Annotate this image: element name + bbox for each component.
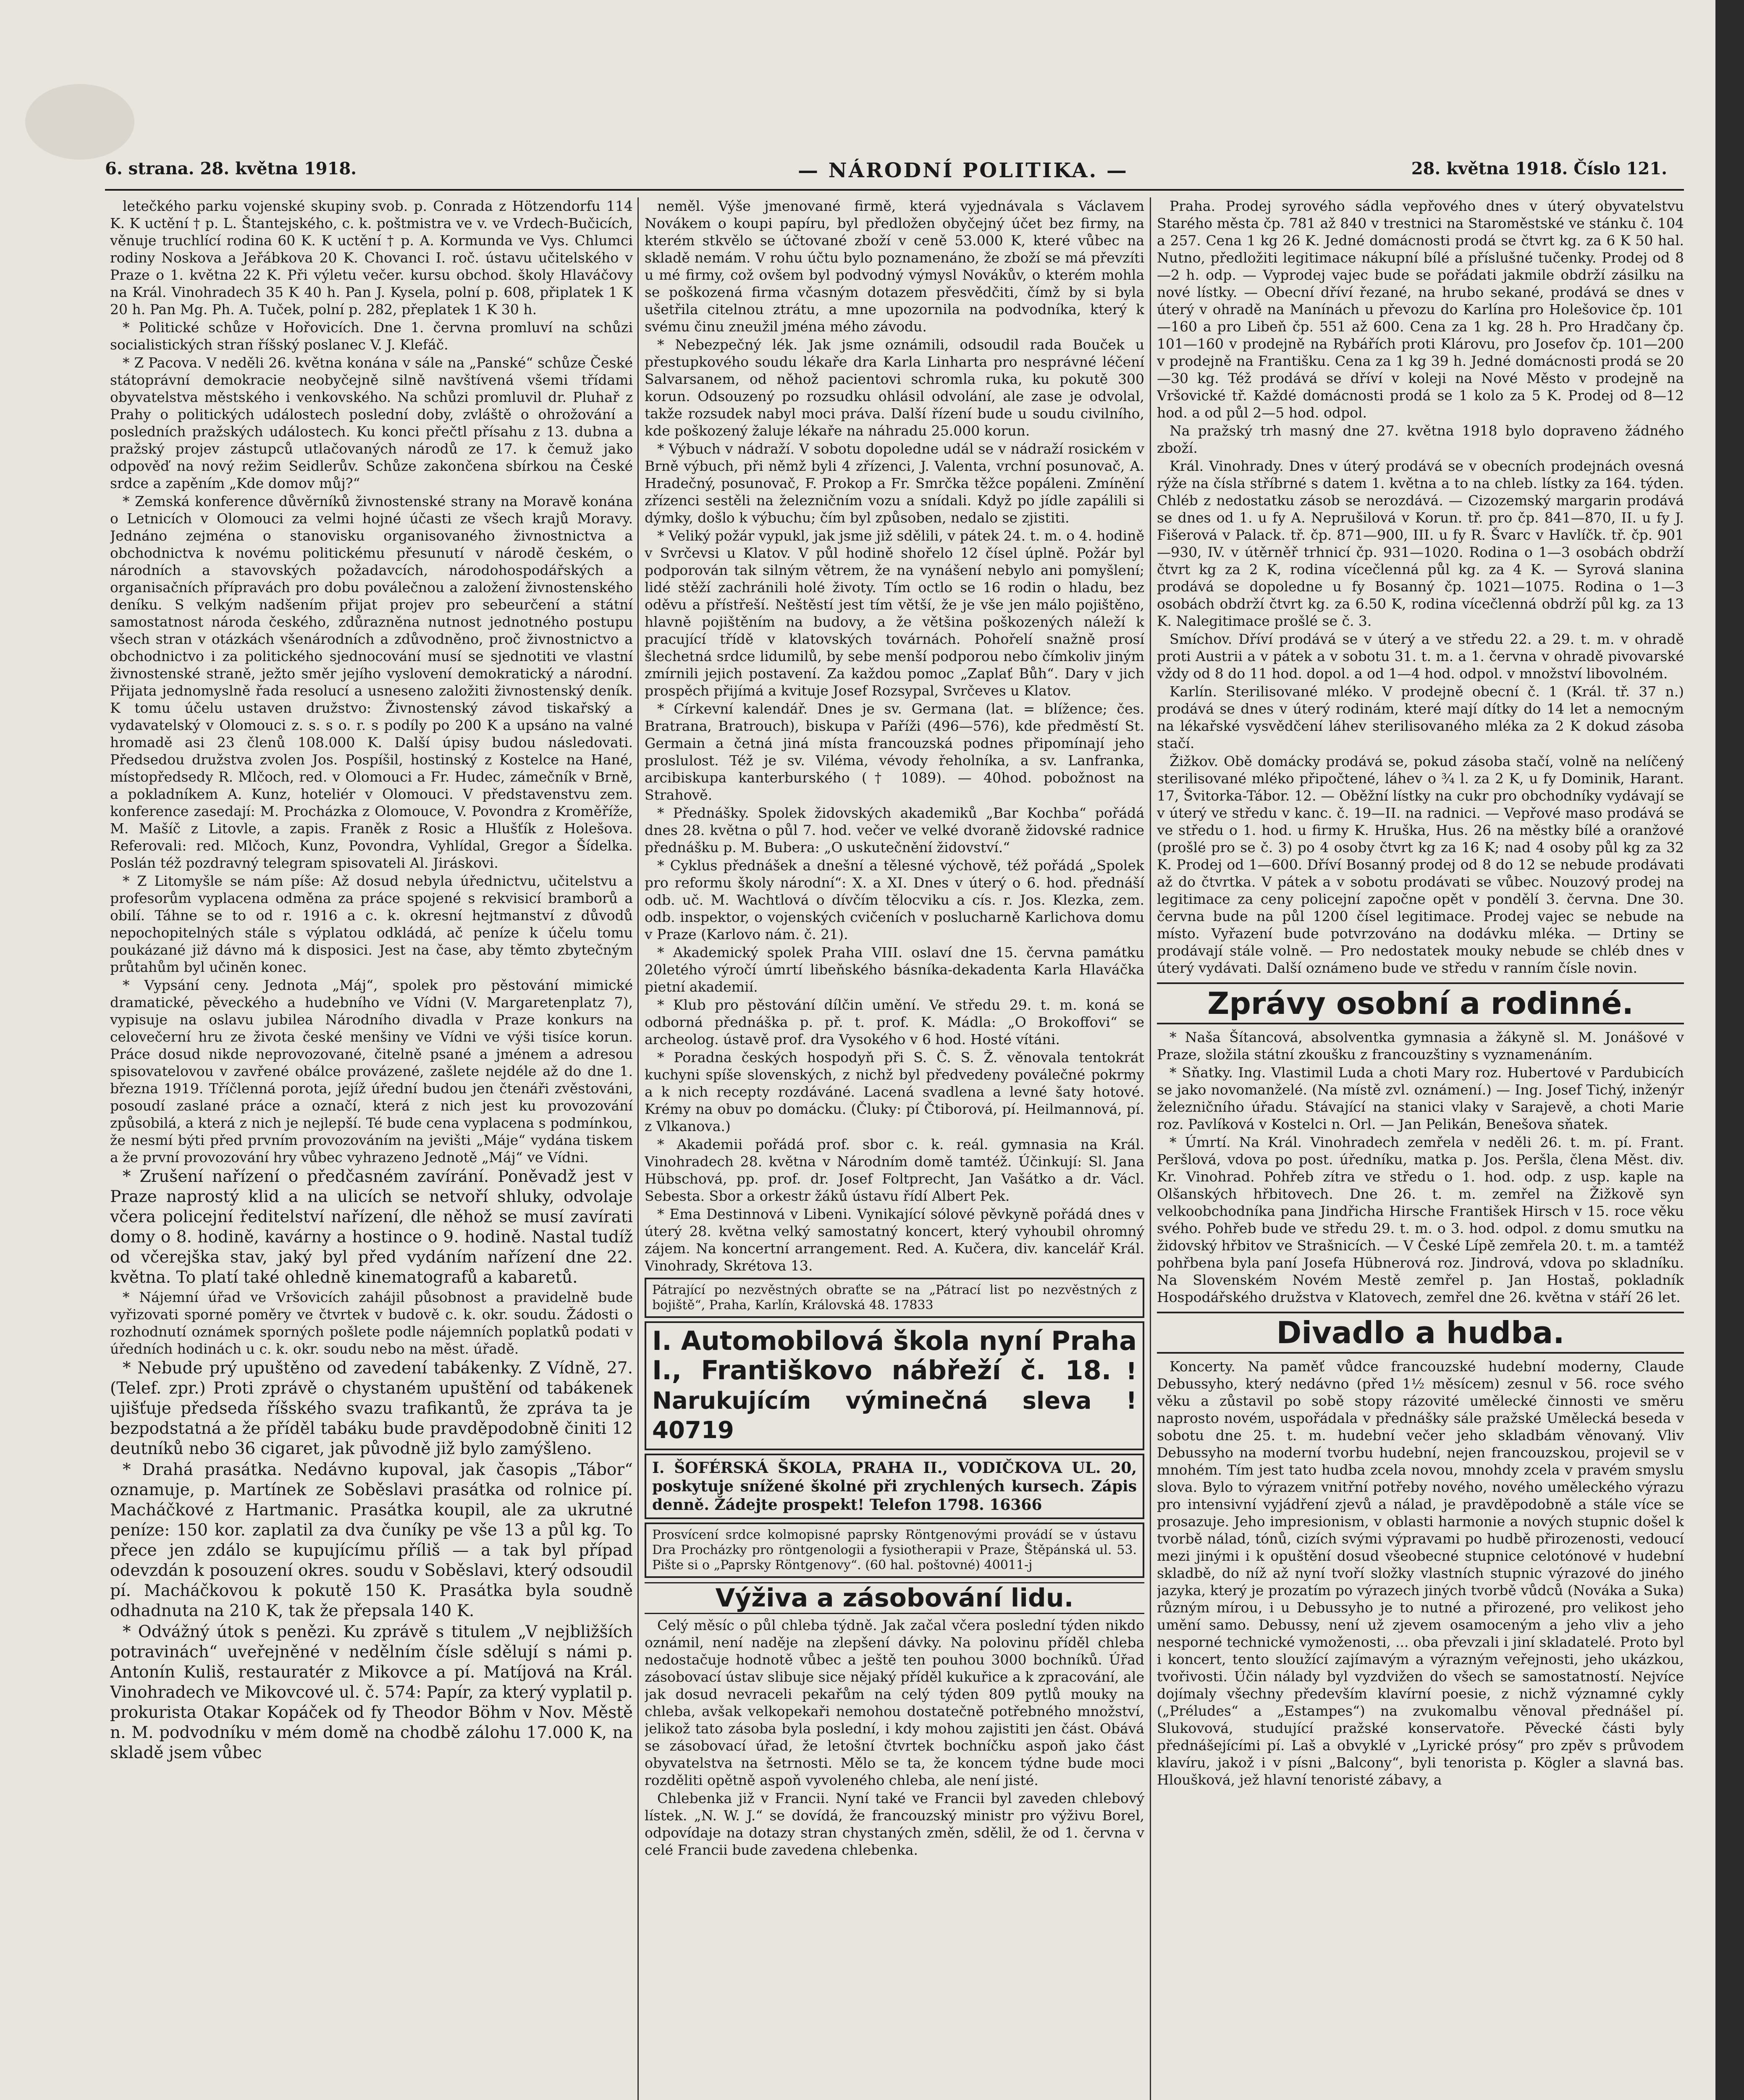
section-heading: Divadlo a hudba. <box>1157 1312 1684 1354</box>
article-paragraph: neměl. Výše jmenované firmě, která vyjednávala s Václavem Novákem o koupi papíru, byl předložen obyčejný účet bez firmy, na kterém stkvělo se účtované zboží v ceně 53.000 K, které vůbec na skladě nemám. V rohu účtu bylo poznamenáno, že zboží se má převzíti u mé firmy, což ovšem byl podvodný výmysl Novákův, o kterém mohla se poškozená firma včasným dotazem přesvědčiti, čímž by si byla ušetřila citelnou ztrátu, a mne upozornila na podvodníka, který k svému činu zneužil jména mého závodu. <box>645 198 1144 335</box>
classified-ad <box>645 1278 1144 1318</box>
ad-title: ! Narukujícím výminečná sleva ! 40719 <box>652 1358 1137 1444</box>
article-paragraph: * Odvážný útok s penězi. Ku zprávě s titulem „V nejbližších potravinách“ uveřejněné v nedělním čísle sdělují s námi p. Antonín Kuliš, restauratér z Mikovce a pí. Matíjová na Král. Vinohradech ve Mikovcové ul. č. 574: Papír, za který vyplatil p. prokurista Otakar Kopáček od fy Theodor Böhm v Nov. Městě n. M. podvodníku v mém domě na chodbě zálohu 17.000 K, na skladě jsem vůbec <box>110 1622 633 1762</box>
article-paragraph: * Z Litomyšle se nám píše: Až dosud nebyla úřednictvu, učitelstvu a profesorům vyplacena odměna za práce spojené s rekvisicí bramborů a obilí. Táhne se to od r. 1916 a c. k. okresní hejtmanství z důvodů nepochopitelných stále s výplatou odkládá, ač peníze k účelu tomu poukázané již dávno má k disposici. Jest na čase, aby těmto zbytečným průtahům byl učiněn konec. <box>110 873 633 975</box>
article-paragraph: Na pražský trh masný dne 27. května 1918 bylo dopraveno žádného zboží. <box>1157 423 1684 456</box>
article-paragraph: Praha. Prodej syrového sádla vepřového dnes v úterý obyvatelstvu Starého města čp. 781 až 840 v trestnici na Staroměstské ve stánku č. 104 a 257. Cena 1 kg 26 K. Jedné domácnosti prodá se čtvrt kg. za 6 K 50 hal. Nutno, předložiti legitimace nákupní bílé a příslušné tučenky. Prodej od 8—2 h. odp. — Vyprodej vajec bude se pořádati jakmile obdrží zásilku na nové lístky. — Obecní dříví řezané, na hrubo sekané, prodává se dnes v úterý v ohradě na Manínách u převozu do Karlína pro Holešovice čp. 101—160 a pro Libeň čp. 551 až 600. Cena za 1 kg. 28 h. Pro Hradčany čp. 101—160 v prodejně na Rybářích proti Klárovu, pro Josefov čp. 101—200 v prodejně na Františku. Cena za 1 kg 39 h. Jedné domácnosti prodá se 20—30 kg. Též prodává se dříví v koleji na Nové Město v prodejně na Vršovické tř. Každé domácnosti prodá se 1 kolo za 5 K. Prodej od 8—12 hod. a od půl 2—5 hod. odpol. <box>1157 198 1684 421</box>
article-paragraph: * Výbuch v nádraží. V sobotu dopoledne udál se v nádraží rosickém v Brně výbuch, při němž byli 4 zřízenci, J. Valenta, vrchní posunovač, A. Hradečný, posunovač, F. Prokop a Fr. Smrčka těžce popáleni. Zmínění zřízenci sestěli na železničním vozu a snídali. Když po jídle zapálili si dýmky, došlo k výbuchu; čím byl způsoben, nedalo se zjistiti. <box>645 441 1144 526</box>
article-paragraph: * Z Pacova. V neděli 26. května konána v sále na „Panské“ schůze České státoprávní demokracie neobyčejně silně navštívená všemi třídami obyvatelstva městského i venkovského. Na schůzi promluvil dr. Pluhař z Prahy o politických událostech poslední doby, zvláště o ohrožování a posledních pražských událostech. Ku konci přečtl přísahu z 13. dubna a pražský projev zástupců utlačovaných národů ze 17. k čemuž jako odpověď na nový režim Seidlerův. Schůze zakončena sbírkou na České srdce a zapěním „Kde domov můj?“ <box>110 354 633 491</box>
column-divider <box>637 197 639 2100</box>
article-paragraph: Karlín. Sterilisované mléko. V prodejně obecní č. 1 (Král. tř. 37 n.) prodává se dnes v úterý rodinám, které mají dítky do 14 let a nemocným na lékařské vysvědčení láhev sterilisovaného mléka za 2 K dokud zásoba stačí. <box>1157 683 1684 751</box>
page-header <box>105 159 1667 184</box>
article-paragraph: Smíchov. Dříví prodává se v úterý a ve středu 22. a 29. t. m. v ohradě proti Austrii a v pátek a v sobotu 31. t. m. a 1. června v ohradě pivovarské vždy od 8 do 11 hod. dopol. a od 1—4 hod. odpol. v množství libovolném. <box>1157 631 1684 682</box>
article-paragraph: letečkého parku vojenské skupiny svob. p. Conrada z Hötzendorfu 114 K. K uctění † p. L. Štantejského, c. k. poštmistra ve v. ve Vrdech-Bučicích, věnuje truchlící rodina 60 K. K uctění † p. A. Kormunda ve Vys. Chlumci rodiny Noskova a Jeřábkova 20 K. Chovanci I. roč. ústavu učitelského v Praze o 1. května 22 K. Při výletu večer. kursu obchod. školy Hlaváčovy na Král. Vinohradech 35 K 40 h. Pan J. Kysela, polní p. 608, připlatek 1 K 20 h. Pan Mg. Ph. A. Tuček, polní p. 282, přeplatek 1 K 30 h. <box>110 198 633 318</box>
header-issue-number: 28. května 1918. Číslo 121. <box>1411 159 1667 178</box>
article-paragraph: * Drahá prasátka. Nedávno kupoval, jak časopis „Tábor“ oznamuje, p. Martínek ze Soběslavi prasátka od rolnice pí. Macháčkové z Hartmanic. Prasátka koupil, ale za ukrutné peníze: 150 kor. zaplatil za dva čuníky pe vše 13 a půl kg. To přece jen zdálo se kupujícímu příliš — a tak byl případ odevzdán k posouzení okres. soudu v Soběslavi, který odsoudil pí. Macháčkovou k pokutě 150 K. Prasátka byla soudně odhadnuta na 210 K, tak že přepsala 140 K. <box>110 1460 633 1620</box>
header-date-page: 6. strana. 28. května 1918. <box>105 159 357 178</box>
article-paragraph: Celý měsíc o půl chleba týdně. Jak začal včera poslední týden nikdo oznámil, není naděje na zlepšení dávky. Na polovinu příděl chleba nedostačuje hodnotě vůbec a ještě ten pouhou 3000 bochníků. Úřad zásobovací ústav slibuje sice nějaký příděl kukuřice a k zpracování, ale jak dosud nevraceli pekařům na celý týden 809 pytlů mouky na chleba, avšak velkopekaři nemohou dostatečně potřebného množství, jelikož tato zásoba byla poslední, i kdy mohou zajistiti jen část. Obává se zásobovací úřad, že letošní čtvrtek bochníčku aspoň jako část obyvatelstva na šetrnosti. Mělo se ta, že koncem týdne bude moci rozděliti opětně aspoň vyvoleného chleba, ale není jisté. <box>645 1617 1144 1788</box>
article-paragraph: * Politické schůze v Hořovicích. Dne 1. června promluví na schůzi socialistických stran říšský poslanec V. J. Klefáč. <box>110 319 633 353</box>
ad-text: Prosvícení srdce kolmopisné paprsky Röntgenovými provádí se v ústavu Dra Procházky pro röntgenologii a fysiotherapii v Praze, Štěpánská ul. 53. Pište si o „Paprsky Röntgenovy“. (60 hal. poštovné) 40011-j <box>652 1528 1137 1572</box>
column-divider <box>1150 197 1151 2100</box>
article-paragraph: * Církevní kalendář. Dnes je sv. Germana (lat. = blížence; čes. Bratrana, Bratrouch), biskupa v Paříži (496—576), kde předměstí St. Germain a četná jiná místa francouzská podnes připomínají jeho proslulost. Též je sv. Viléma, vévody řeholníka, a sv. Lanfranka, arcibiskupa kanterburského († 1089). — 40hod. pobožnost na Strahově. <box>645 701 1144 803</box>
article-paragraph: Koncerty. Na paměť vůdce francouzské hudební moderny, Claude Debussyho, který nedávno (před 1½ měsícem) zesnul v 56. roce svého věku a zůstavil po sobě stopy rázovité umělecké činnosti ve směru naprosto novém, uspořádala v přednášky sále pražské Umělecká beseda v sobotu dne 25. t. m. hudební večer jeho skladbám věnovaný. Vliv Debussyho na moderní tvorbu hudební, nejen francouzskou, projevil se v mnohém. Tím jest tato hudba zcela novou, mnohdy zcela v pravém smyslu slova. Bylo to výrazem vnitřní potřeby nového, nového uměleckého výrazu pro intensivní vyjádření zjevů a nálad, je pravděpodobně a stále více se prosazuje. Jeho impresionism, v oblasti harmonie a nových stupnic došel k tvorbě nálad, tónů, cizích svými výpravami po hudbě přirozenosti, vedoucí mezi jinými i k opuštění dosud všeobecné stupnice celotónové v hudební skladbě, do níž až nyní tvoří složky vlastních stupnic výrazové do jiného jazyka, který je prozatím po výrazech jiných tvorbě vůdců (Nováka a Suka) různým mírou, i u Debussyho je to nutné a přirozené, pro velikost jeho umění samo. Debussy, není už zjevem osamoceným a jeho vliv a jeho nesporné technické vymoženosti, ... oba převzali i jiní skladatelé. Proto byl i koncert, tento sloužící zajímavým a výrazným veřejnosti, jeho ukázkou, tvořivosti. Účin nálady byl vyzdvižen do všech se samostatností. Nejvíce dojímaly všechny především klavírní poesie, z nichž významné cykly („Préludes“ a „Estampes“) na zvukomalbu věnoval přednášel pí. Slukovová, studující pražské konservatoře. Pěvecké části byly přednášejícími pí. Laš a obvyklé v „Lyrické prósy“ pro zpěv s průvodem klavíru, jakož i v písni „Balcony“, byli tenorista p. Kögler a slavná bas. Hloušková, jež hlavní tenoristé zábavy, a <box>1157 1358 1684 1788</box>
paper-stain <box>25 84 134 160</box>
article-paragraph: * Ema Destinnová v Libeni. Vynikající sólové pěvkyně pořádá dnes v úterý 28. května velký samostatný koncert, který vyhoubil ohromný zájem. Na koncertní arrangement. Red. A. Kučera, div. kancelář Král. Vinohrady, Skrétova 13. <box>645 1206 1144 1274</box>
scan-edge <box>1715 0 1744 2100</box>
article-paragraph: * Nebude prý upuštěno od zavedení tabákenky. Z Vídně, 27. (Telef. zpr.) Proti zprávě o chystaném upuštění od tabákenek ujišťuje předseda říšského svazu trafikantů, že zpráva ta je bezpodstatná a že příděl tabáku bude pravděpodobně činiti 12 deutníků nebo 36 cigaret, jak původně již bylo zamýšleno. <box>110 1359 633 1458</box>
article-paragraph: * Cyklus přednášek a dnešní a tělesné výchově, též pořádá „Spolek pro reformu školy národní“: X. a XI. Dnes v úterý o 6. hod. přednáší odb. uč. M. Wachtlová o dívčím tělocviku a cís. r. Jos. Klezka, zem. odb. inspektor, o vojenských cvičeních v poslucharně Karlichova domu v Praze (Karlovo nám. č. 21). <box>645 857 1144 942</box>
article-paragraph: * Akademický spolek Praha VIII. oslaví dne 15. června památku 20letého výročí úmrtí libeňského básníka-dekadenta Karla Hlaváčka pietní akademií. <box>645 944 1144 995</box>
column-3 <box>1157 197 1684 2100</box>
section-heading: Zprávy osobní a rodinné. <box>1157 982 1684 1024</box>
article-paragraph: * Vypsání ceny. Jednota „Máj“, spolek pro pěstování mimické dramatické, pěveckého a hudebního ve Vídni (V. Margaretenplatz 7), vypisuje na oslavu jubilea Národního divadla v Praze konkurs na celovečerní hru ze života české menšiny ve Vídni ve výši tisíce korun. Práce dosud nikde neprovozované, čitelně psané a jménem a adresou spisovatelovou v zavřené obálce provázené, zašlete nejdéle až do dne 1. března 1919. Tříčlenná porota, jejíž úřední budou jen čtenáři zvěstováni, posoudí zaslané práce a označí, která z nich jest ku provozování způsobilá, a která z nich je nejlepší. Té bude cena vyplacena s podmínkou, že nesmí býti před prvním provozováním na jevišti „Máje“ vydána tiskem a že první provozování hry vůbec vyhrazeno Jednotě „Máj“ ve Vídni. <box>110 977 633 1166</box>
classified-ad-xray <box>645 1522 1144 1578</box>
article-paragraph: * Veliký požár vypukl, jak jsme již sdělili, v pátek 24. t. m. o 4. hodině v Svrčevsi u Klatov. V půl hodině shořelo 12 čísel úplně. Požár byl podporován tak silným větrem, že na vynášení nebylo ani pomyšlení; lidé stěží zachránili holé životy. Tím octlo se 16 rodin o hladu, bez oděvu a přístřeší. Neštěstí jest tím větší, že je vše jen málo pojištěno, hlavně pojištěním na budovy, a že většina poškozených náleží k pracující třídě v klatovských továrnách. Pohořelí snažně prosí šlechetná srdce lidumilů, by sebe menší podporou nebo čímkoliv jiným zmírnili jejich postavení. Za každou pomoc „Zaplať Bůh“. Dary v jich prospěch přijímá a kvituje Josef Rozsypal, Svrčeves u Klatov. <box>645 528 1144 699</box>
article-paragraph: * Zrušení nařízení o předčasném zavírání. Poněvadž jest v Praze naprostý klid a na ulicích se netvoří shluky, odvolaje včera policejní ředitelství nařízení, dle něhož se musí zavírati domy o 8. hodině, kavárny a hostince o 9. hodině. Nastal tudíž od včerejška stav, jaký byl před vydáním nařízení dne 22. května. To platí také ohledně kinematografů a kabaretů. <box>110 1167 633 1287</box>
article-paragraph: * Sňatky. Ing. Vlastimil Luda a choti Mary roz. Hubertové v Pardubicích se jako novomanželé. (Na místě zvl. oznámení.) — Ing. Josef Tichý, inženýr železničního úřadu. Stávající na stanici vlaky v Sarajevě, a choti Marie roz. Pavlíková v Kostelci n. Orl. — Jan Pelikán, Benešova sňatek. <box>1157 1064 1684 1132</box>
article-paragraph: * Poradna českých hospodyň při S. Č. S. Ž. věnovala tentokrát kuchyni spíše slovenských, z nichž byl předvedeny poválečné pokrmy a k nich recepty rozdáváné. Lacená svadlena a levné šaty hotové. Krémy na obuv po domácku. (Čluky: pí Čtiborová, pí. Heilmannová, pí. z Vlkanova.) <box>645 1049 1144 1134</box>
column-2 <box>645 197 1144 2100</box>
ad-text: I. ŠOFÉRSKÁ ŠKOLA, PRAHA II., VODIČKOVA UL. 20, poskytuje snížené školné při zrychlených kursech. Zápis denně. Žádejte prospekt! Telefon 1798. 16366 <box>652 1459 1137 1514</box>
header-rule <box>105 189 1684 191</box>
classified-ad-driver-school <box>645 1454 1144 1519</box>
article-paragraph: * Nájemní úřad ve Vršovicích zahájil působnost a pravidelně bude vyřizovati sporné poměry ve čtvrtek v budově c. k. okr. soudu. Žádosti o rozhodnutí oznámek sporných pošlete podle nájemních poplatků podati v úředních hodinách u c. k. okr. soudu nebo na měst. úřadě. <box>110 1289 633 1357</box>
article-paragraph: * Naša Šítancová, absolventka gymnasia a žákyně sl. M. Jonášové v Praze, složila státní zkoušku z francouzštiny s vyznamenáním. <box>1157 1029 1684 1063</box>
newspaper-title: — NÁRODNÍ POLITIKA. — <box>798 159 1128 182</box>
article-paragraph: Chlebenka již v Francii. Nyní také ve Francii byl zaveden chlebový lístek. „N. W. J.“ se dovídá, že francouzský ministr pro výživu Borel, odpovídaje na dotazy stran chystaných změn, sdělil, že od 1. června v celé Francii bude zavedena chlebenka. <box>645 1790 1144 1858</box>
article-paragraph: * Klub pro pěstování dílčin umění. Ve středu 29. t. m. koná se odborná přednáška p. př. t. prof. K. Mádla: „O Brokoffovi“ se archeolog. ústavě prof. dra Vysokého v 6 hod. Hosté vítáni. <box>645 997 1144 1047</box>
article-paragraph: Žižkov. Obě domácky prodává se, pokud zásoba stačí, volně na nelíčený sterilisované mléko připočtené, láhev o ¾ l. za 2 K, u fy Dominik, Harant. 17, Švitorka-Tábor. 12. — Oběžní lístky na cukr pro obchodníky vydávají se v úterý ve středu v kanc. č. 19—II. na radnici. — Vepřové maso prodává se ve středu o 1. hod. u firmy K. Hruška, Hus. 26 na městky bílé a oranžové (prošlé pro se č. 3) po 4 osoby čtvrt kg za 16 K; nad 4 osoby půl kg za 32 K. Prodej od 1—600. Dříví Bosanný prodej od 8 do 12 se nebude prodávati až do čtvrtka. V pátek a v sobotu prodávati se vůbec. Nouzový prodej na legitimace za ceny policejní započne opět v pondělí 3. června. Dne 30. června bude na půl 1200 čísel legitimace. Prodej vajec se nebude na místo. Vyřazení bude potvrzováno na dodávku mléka. — Drtiny se prodávají stále volně. — Pro nedostatek mouky nebude se chléb dnes v úterý vydávati. Další oznámeno bude ve středu v ranním čísle novin. <box>1157 753 1684 976</box>
section-heading: Výživa a zásobování lidu. <box>645 1582 1144 1614</box>
article-paragraph: * Nebezpečný lék. Jak jsme oznámili, odsoudil rada Bouček u přestupkového soudu lékaře dra Karla Linharta pro nesprávné léčení Salvarsanem, od něhož pacientovi schromla ruka, ku pokutě 300 korun. Odsouzený po rozsudku ohlásil odvolání, ale zase je odvolal, takže rozsudek nabyl moci práva. Další řízení bude u soudu civilního, kde poškozený žaluje lékaře na náhradu 25.000 korun. <box>645 336 1144 439</box>
column-1 <box>110 197 633 2100</box>
article-paragraph: * Úmrtí. Na Král. Vinohradech zemřela v neděli 26. t. m. pí. Frant. Peršlová, vdova po post. úředníku, matka p. Jos. Peršla, člena Měst. div. Kr. Vinohrad. Pohřeb zítra ve středu o 1. hod. odp. z usp. kaple na Olšanských hřbitovech. Dne 26. t. m. zemřel na Žižkově syn velkoobchodníka pana Jindřicha Hirsche František Hirsch v 15. roce věku svého. Pohřeb bude ve středu 29. t. m. o 3. hod. odpol. z domu smutku na židovský hřbitov ve Strašnicích. — V České Lípě zemřela 20. t. m. a tamtéž pohřbena byla paní Josefa Hübnerová roz. Jindrová, vdova po skladníku. Na Slovenském Novém Mestě zemřel p. Jan Hostaš, pokladník Hospodářského družstva v Klatovech, zemřel dne 26. května v stáří 26 let. <box>1157 1134 1684 1305</box>
article-paragraph: * Akademii pořádá prof. sbor c. k. reál. gymnasia na Král. Vinohradech 28. května v Národním domě tamtéž. Účinkují: Sl. Jana Hübschová, pp. prof. dr. Josef Foltprecht, Jan Vašátko a dr. Václ. Sebesta. Sbor a orkestr žáků ústavu řídí Albert Pek. <box>645 1136 1144 1204</box>
classified-ad-automobile-school <box>645 1321 1144 1450</box>
article-paragraph: * Přednášky. Spolek židovských akademiků „Bar Kochba“ pořádá dnes 28. května o půl 7. hod. večer ve velké dvoraně židovské radnice přednášku p. M. Bubera: „O uskutečnění židovství.“ <box>645 805 1144 856</box>
article-paragraph: * Zemská konference důvěrníků živnostenské strany na Moravě konána o Letnicích v Olomouci za velmi hojné účasti ze všech krajů Moravy. Jednáno zejména o stanovisku organisovaného živnostnictva a obchodnictva k novému politickému přesunutí v národě českém, o národních a stavovských požadavcích, národohospodářských a organisačních přípravách pro dobu poválečnou a založení živnostenského deníku. S velkým nadšením přijat projev pro sebeurčení a státní samostatnost národa českého, zdůrazněna nutnost jednotného postupu všech stran v otázkách všenárodních a zdůvodněno, proč živnostnictvo a obchodnictvo i za politického sjednocování musí se sjednotiti ve vlastní živnostenské straně, ježto směr jejího vyslovení demokratický a národní. Přijata jednomyslně řada resolucí a usneseno založiti živnostenský deník. K tomu účelu ustaven družstvo: Živnostenský závod tiskařský a vydavatelský v Olomouci z. s. s o. r. s podíly po 200 K a upsáno na valné hromadě asi 23 členů 108.000 K. Další úpisy budou následovati. Předsedou družstva zvolen Jos. Pospíšil, hostinský z Kostelce na Hané, místopředsedy R. Mlčoch, red. v Olomouci a Fr. Hudec, zámečník v Brně, a pokladníkem A. Kunz, hoteliér v Olomouci. V představenstvu zem. konference zasedají: M. Procházka z Olomouce, V. Povondra z Kroměříže, M. Mašíč z Litovle, a zapis. Franěk z Rosic a Hlušťík z Holešova. Referovali: red. Mlčoch, Kunz, Povondra, Vyhlídal, Gregor a Šídelka. Poslán též pozdravný telegram spisovateli Al. Jiráskovi. <box>110 493 633 871</box>
ad-text: Pátrající po nezvěstných obraťte se na „Pátrací list po nezvěstných z bojiště“, Praha, Karlín, Královská 48. 17833 <box>652 1283 1137 1312</box>
article-paragraph: Král. Vinohrady. Dnes v úterý prodává se v obecních prodejnách ovesná rýže na čísla stříbrné s datem 1. května a to na chleb. lístky za 164. týden. Chléb z nedostatku zásob se nerozdává. — Cizozemský margarin prodává se dnes od 1. u fy A. Neprušilová v Korun. tř. pro čp. 841—870, II. u fy J. Fišerová v Palack. tř. čp. 871—900, III. u fy R. Švarc v Havlíčk. tř. čp. 901—930, IV. v útěrněř trhnicí čp. 931—1020. Rodina o 1—3 osobách obdrží čtvrt kg za 2 K, rodina vícečlenná půl kg. za 4 K. — Syrová slanina prodává se dopoledne u fy Bosanný čp. 1021—1075. Rodina o 1—3 osobách obdrží čtvrt kg. za 6.50 K, rodina vícečlenná obdrží půl kg. za 13 K. Nalegitimace prošlé se č. 3. <box>1157 458 1684 629</box>
ad-title: I. Automobilová škola nyní Praha I., Františkovo nábřeží č. 18. <box>652 1326 1137 1386</box>
